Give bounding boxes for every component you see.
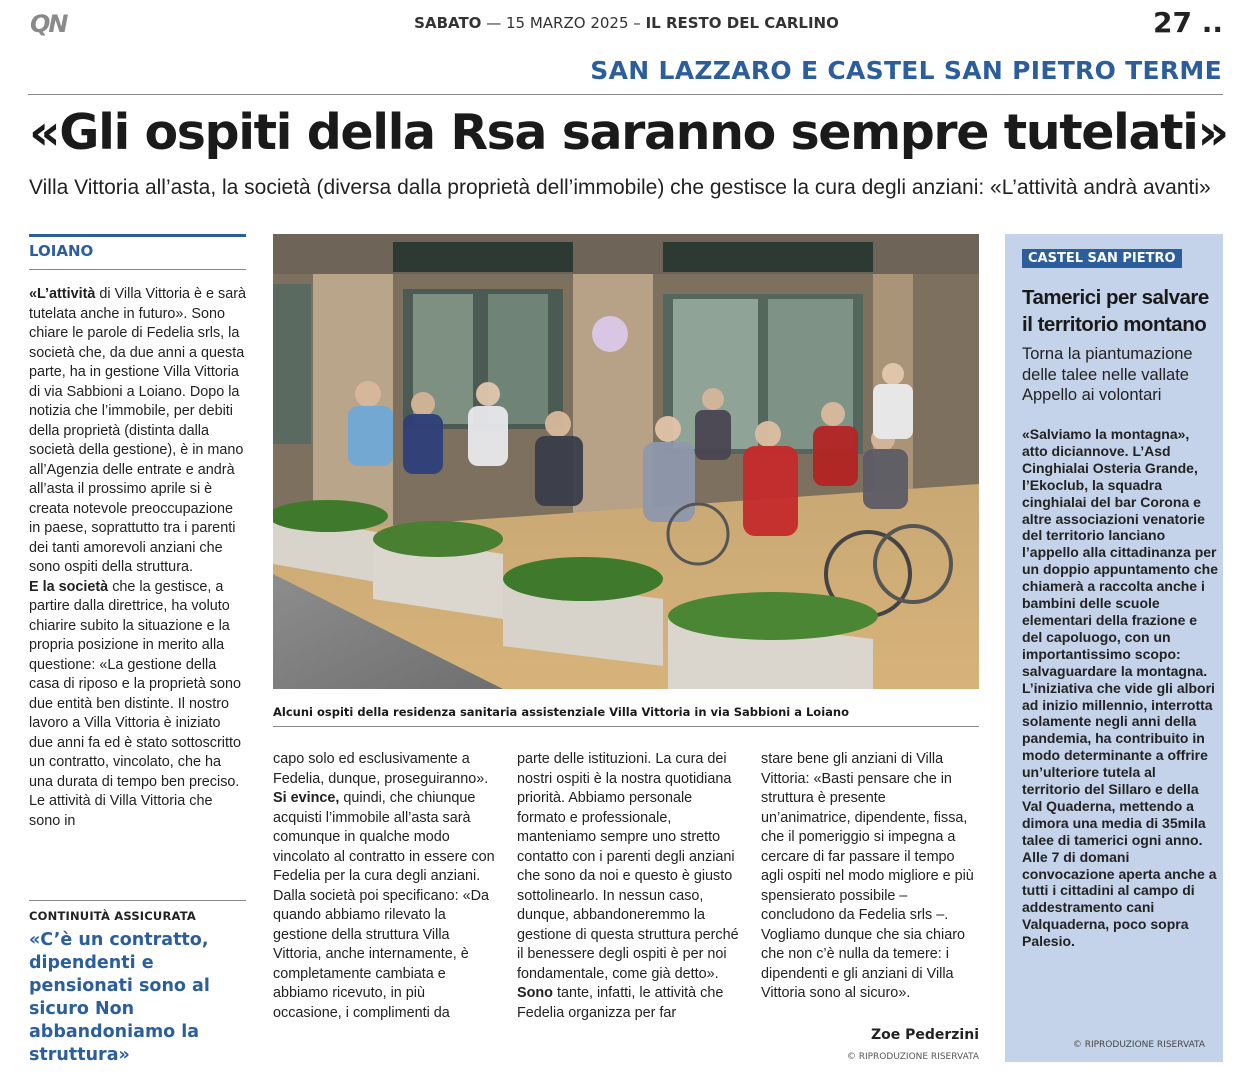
section-title: SAN LAZZARO E CASTEL SAN PIETRO TERME bbox=[590, 56, 1222, 85]
sidebar-subheadline: Torna la piantumazione delle talee nelle vallate Appello ai volontari bbox=[1022, 345, 1193, 404]
sidebar-lead: «Salviamo bbox=[1022, 426, 1092, 442]
paragraph-text: di Villa Vittoria è e sarà tutelata anche in futuro». Sono chiare le parole di Fedelia srls, la società che, da due anni a questa parte, ha in gestione Villa Vittoria di via Sabbioni a Loiano. Dopo la notizia che l’immobile, per debiti della proprietà (distinta dalla società della gestione), è in mano all’Agenzia delle entrate e andrà all’asta il prossimo aprile si è creata notevole preoccupazione in paese, soprattutto tra i parenti dei tanti amorevoli anziani che sono ospiti della struttura. bbox=[29, 286, 247, 575]
dateline-separator: – bbox=[633, 14, 641, 32]
paragraph-lead: Si evince, bbox=[273, 790, 340, 806]
paragraph: capo solo ed esclusivamente a Fedelia, dunque, proseguiranno». bbox=[273, 751, 489, 787]
location-accent-bar bbox=[29, 234, 246, 237]
article-column-4 bbox=[761, 750, 979, 1004]
paragraph-text: tante, infatti, le attività che Fedelia organizza per far bbox=[517, 985, 724, 1021]
caption-divider bbox=[273, 726, 979, 727]
dateline-date: 15 MARZO 2025 bbox=[506, 14, 629, 32]
sidebar-body bbox=[1022, 426, 1218, 950]
article-column-3 bbox=[517, 750, 739, 1023]
sidebar-text: la montagna», atto diciannove. L’Asd Cinghialai Osteria Grande, l’Ekoclub, la squadra cinghialai del bar Corona e altre associazioni venatorie del territorio lanciano l’appello alla cittadinanza per un doppio appuntamento che chiamerà a raccolta anche i bambini delle scuole elementari della frazione e del capoluogo, con un importantissimo scopo: salvaguardare la montagna. L’iniziativa che vide gli albori ad inizio millennio, interrotta solamente negli anni della pandemia, ha contribuito in modo determinante a offrire un’ulteriore tutela al territorio del Sillaro e della Val Quaderna, mettendo a dimora una media di 35mila talee di tamerici ogni anno. Alle 7 di domani convocazione aperta anche a tutti i cittadini al campo di addestramento cani Valquaderna, poco sopra Palesio. bbox=[1022, 426, 1218, 950]
article-subheadline: Villa Vittoria all’asta, la società (diversa dalla proprietà dell’immobile) che gestisce la cura degli anziani: «L’attività andrà avanti» bbox=[29, 176, 1211, 199]
paragraph bbox=[273, 789, 495, 1023]
masthead bbox=[30, 6, 1223, 42]
paragraph-lead: Sono bbox=[517, 985, 553, 1001]
photo-illustration bbox=[273, 234, 979, 689]
paragraph-lead: E la società bbox=[29, 578, 109, 595]
paragraph-text: quindi, che chiunque acquisti l’immobile all’asta sarà comunque in qualche modo vincolato al contratto in essere con Fedelia per la cura degli anziani. Dalla società poi specificano: «Da quando abbiamo rilevato la gestione della struttura Villa Vittoria, anche internamente, è completamente cambiata e abbiamo ricevuto, in più occasione, i complimenti da bbox=[273, 790, 495, 1021]
paragraph: parte delle istituzioni. La cura dei nostri ospiti è la nostra quotidiana priorità. Abbiamo personale formato e professionale, manteniamo sempre uno stretto contatto con i parenti degli anziani che sono da noi e questo è giusto sottolinearlo. In nessun caso, dunque, abbandoneremmo la gestione di questa struttura perché il benessere degli ospiti è per noi fondamentale, come già detto». bbox=[517, 751, 739, 982]
dateline bbox=[30, 14, 1223, 32]
paragraph-text: che la gestisce, a partire dalla direttrice, ha voluto chiarire subito la situazione e la propria posizione in merito alla questione: «La gestione della casa di riposo e la proprietà sono due entità ben distinte. Il nostro lavoro a Villa Vittoria è iniziato due anni fa ed è stato sottoscritto un contratto, vincolato, che ha una durata di tempo ben preciso. Le attività di Villa Vittoria che sono in bbox=[29, 578, 241, 829]
sidebar-location-tag: CASTEL SAN PIETRO bbox=[1022, 249, 1182, 268]
pull-quote-text: «C’è un contratto, dipendenti e pensionati sono al sicuro Non abbandoniamo la struttura» bbox=[29, 930, 210, 1065]
newspaper-name: IL RESTO DEL CARLINO bbox=[645, 14, 839, 32]
dateline-separator: — bbox=[486, 14, 502, 32]
sidebar-headline: Tamerici per salvare il territorio montano bbox=[1022, 286, 1209, 336]
location-divider bbox=[29, 269, 246, 270]
page-number: 27 .. bbox=[1153, 6, 1223, 39]
sidebar-article bbox=[1005, 234, 1223, 1062]
article-headline: «Gli ospiti della Rsa saranno sempre tutelati» bbox=[29, 104, 1228, 161]
paragraph bbox=[29, 285, 247, 578]
article-column-2 bbox=[273, 750, 495, 1023]
location-label: LOIANO bbox=[29, 242, 94, 260]
dateline-day: SABATO bbox=[414, 14, 482, 32]
header-divider bbox=[28, 94, 1223, 95]
paragraph bbox=[517, 984, 739, 1023]
article-photo bbox=[273, 234, 979, 689]
paragraph-lead: «L’attività bbox=[29, 286, 96, 302]
qn-logo: QN bbox=[30, 10, 67, 38]
copyright-notice: © RIPRODUZIONE RISERVATA bbox=[846, 1052, 979, 1062]
pull-quote-box bbox=[29, 900, 246, 1067]
sidebar-copyright: © RIPRODUZIONE RISERVATA bbox=[1072, 1040, 1205, 1050]
paragraph: stare bene gli anziani di Villa Vittoria: «Basti pensare che in struttura è presente un’animatrice, dipendente, fissa, che il pomeriggio si impegna a cercare di far passare il tempo agli ospiti nel modo migliore e più spensierato possibile – concludono da Fedelia srls –. Vogliamo dunque che sia chiaro che non c’è nulla da temere: i dipendenti e gli anziani di Villa Vittoria sono al sicuro». bbox=[761, 751, 974, 1001]
paragraph bbox=[29, 578, 247, 832]
pull-quote-label: CONTINUITÀ ASSICURATA bbox=[29, 909, 196, 923]
article-column-1 bbox=[29, 285, 247, 831]
author-signature: Zoe Pederzini bbox=[870, 1027, 979, 1043]
photo-caption: Alcuni ospiti della residenza sanitaria assistenziale Villa Vittoria in via Sabbioni a Loiano bbox=[273, 705, 849, 719]
